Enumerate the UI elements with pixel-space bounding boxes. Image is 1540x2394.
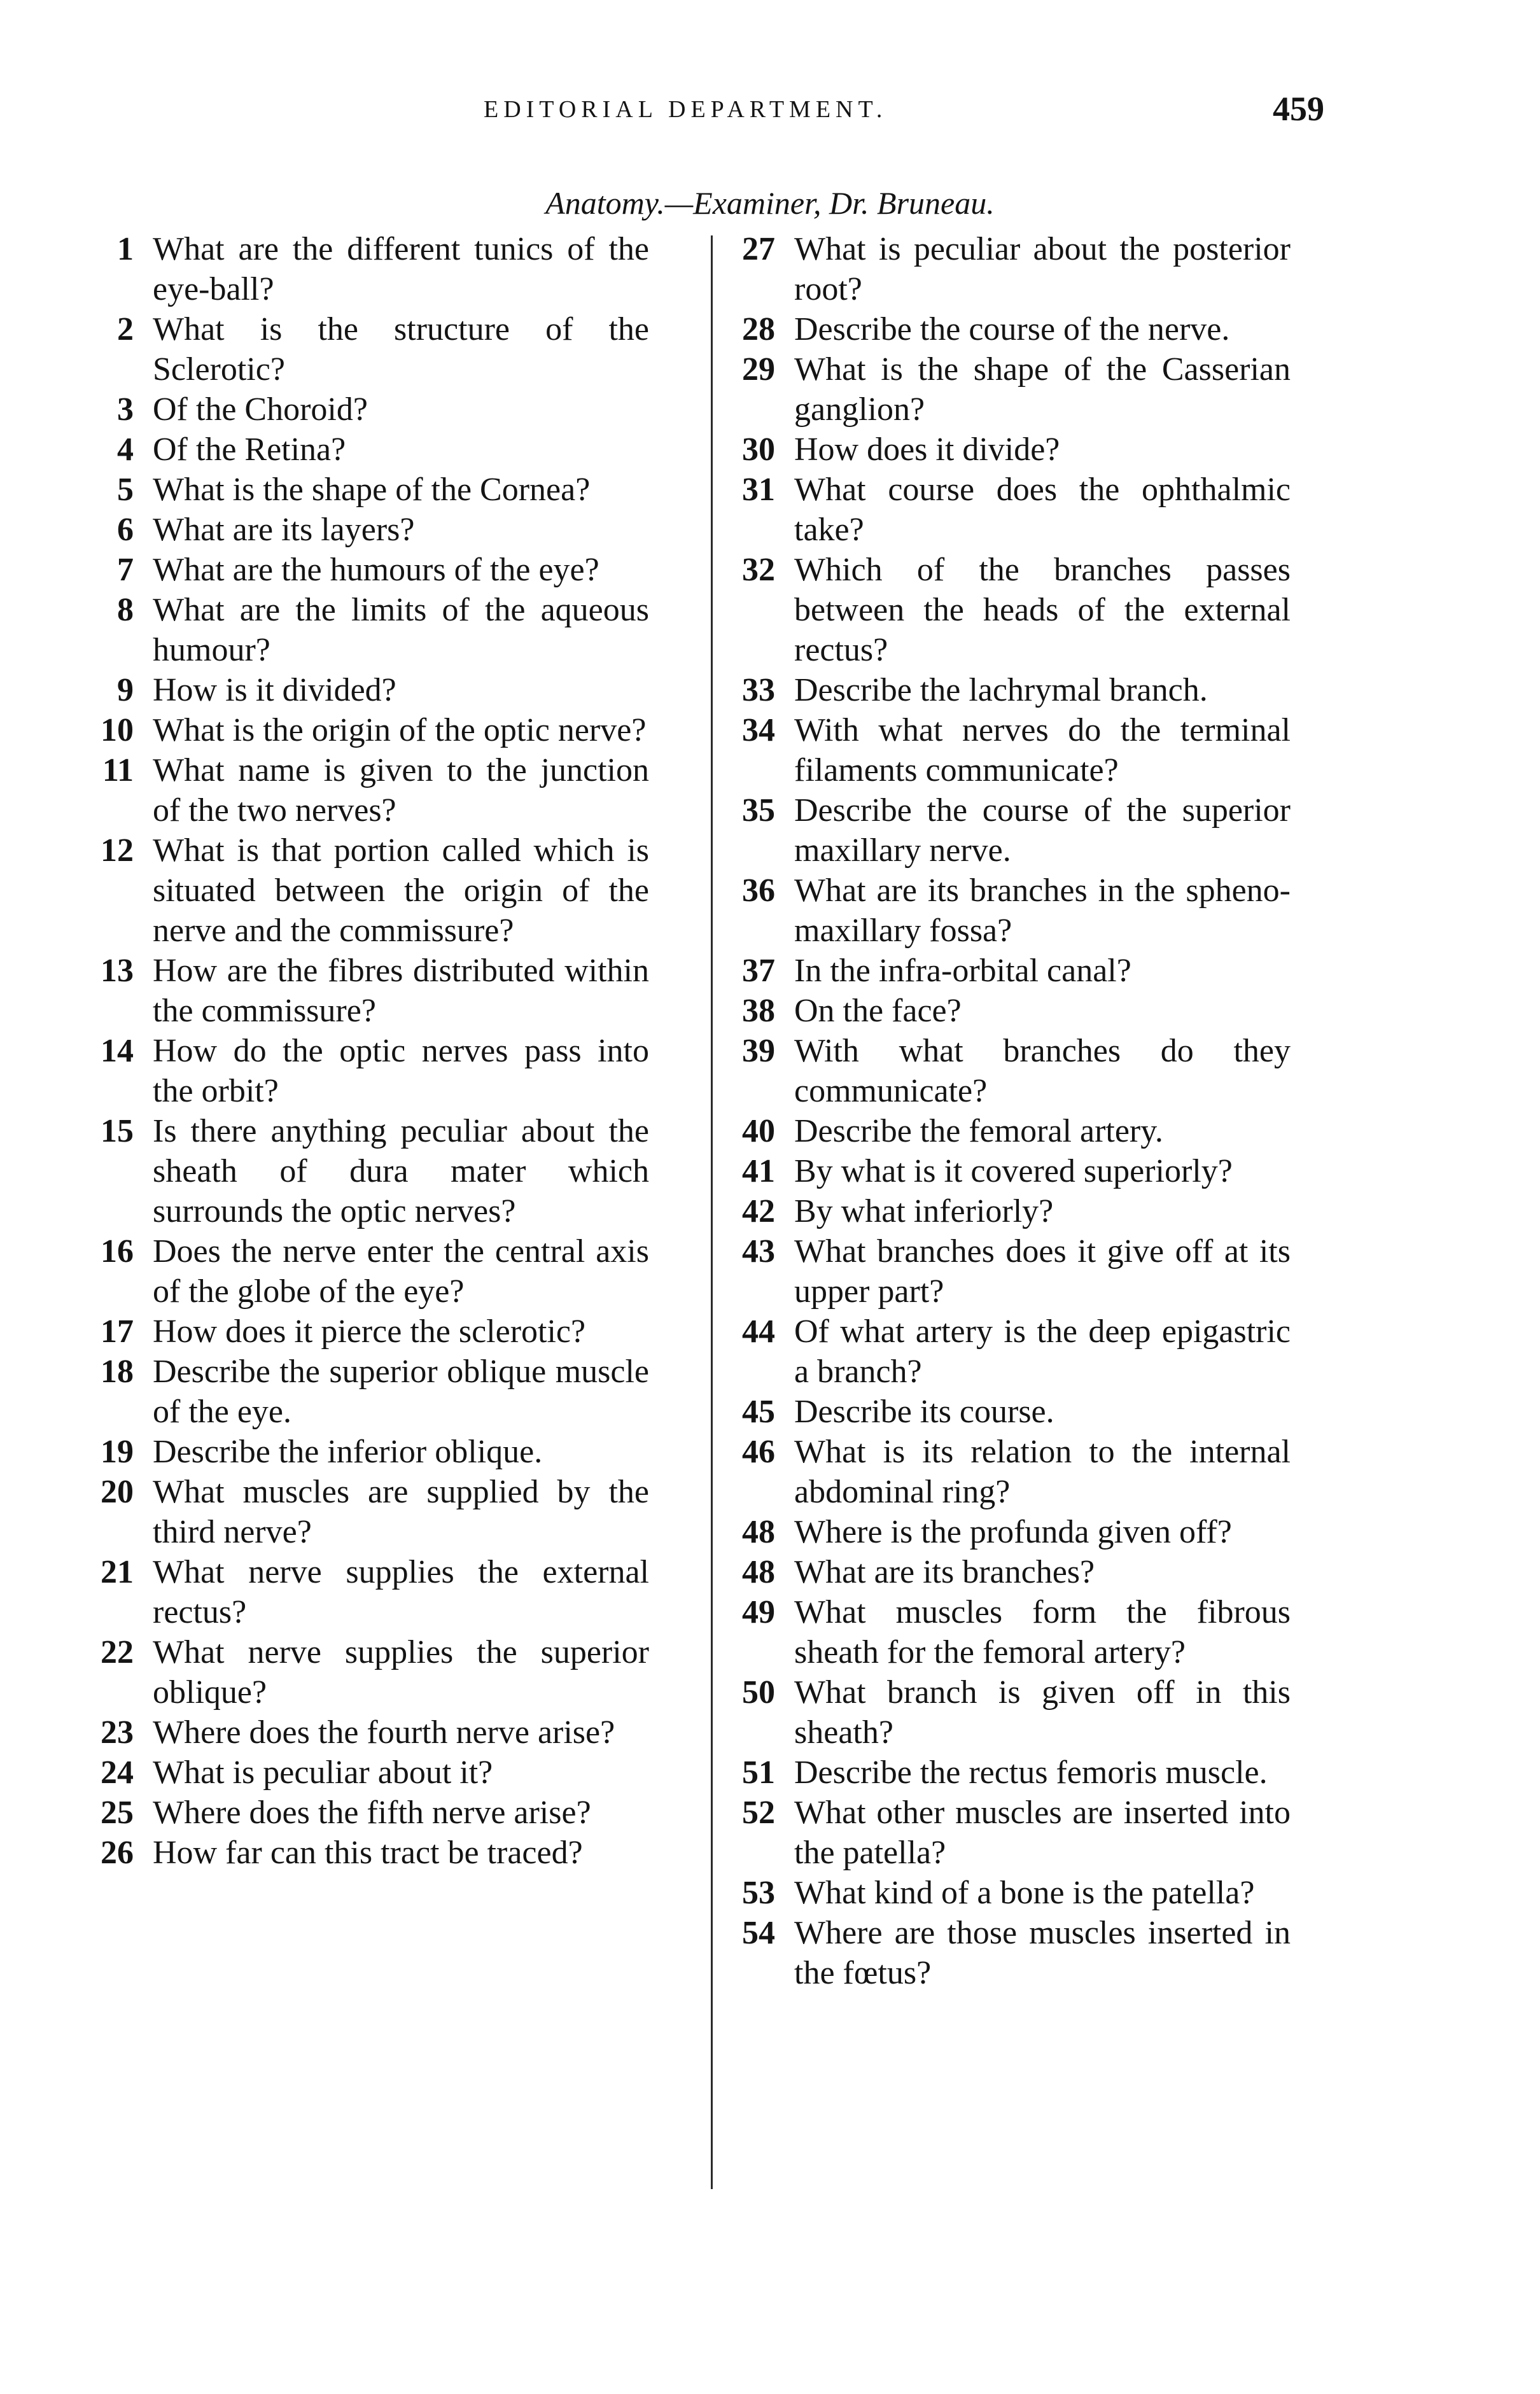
question-text: Is there anything peculiar about the sheath of dura mater which surrounds the optic nerves?	[153, 1113, 649, 1229]
question-text: With what branches do they communicate?	[794, 1033, 1291, 1109]
question-text: By what is it covered superiorly?	[794, 1153, 1233, 1189]
right-column	[731, 229, 1291, 1993]
question-item	[731, 1552, 1291, 1592]
question-text: Describe its course.	[794, 1394, 1054, 1430]
question-item	[731, 1672, 1291, 1753]
question-number: 33	[742, 672, 775, 708]
question-text: How does it pierce the sclerotic?	[153, 1313, 586, 1350]
question-number: 20	[101, 1474, 134, 1510]
question-text: What kind of a bone is the patella?	[794, 1875, 1255, 1911]
question-item	[731, 710, 1291, 790]
question-text: Does the nerve enter the central axis of the globe of the eye?	[153, 1233, 649, 1310]
question-number: 48	[742, 1514, 775, 1550]
question-number: 41	[742, 1153, 775, 1189]
question-text: How does it divide?	[794, 431, 1060, 468]
question-number: 42	[742, 1193, 775, 1229]
question-item	[731, 951, 1291, 991]
question-number: 23	[101, 1714, 134, 1751]
question-text: What is the shape of the Cornea?	[153, 472, 591, 508]
question-number: 27	[742, 231, 775, 267]
question-text: Describe the lachrymal branch.	[794, 672, 1208, 708]
question-text: Of the Retina?	[153, 431, 346, 468]
question-item	[89, 470, 649, 510]
question-text: What are its branches?	[794, 1554, 1095, 1590]
question-text: Describe the superior oblique muscle of the eye.	[153, 1354, 649, 1430]
question-number: 25	[101, 1795, 134, 1831]
question-text: In the infra-orbital canal?	[794, 953, 1131, 989]
question-text: Where does the fourth nerve arise?	[153, 1714, 615, 1751]
question-number: 35	[742, 792, 775, 829]
question-text: What are its branches in the spheno-maxillary fossa?	[794, 872, 1291, 949]
question-text: Of the Choroid?	[153, 391, 368, 428]
question-text: What is peculiar about the posterior root?	[794, 231, 1291, 307]
question-text: Describe the inferior oblique.	[153, 1434, 543, 1470]
running-head: EDITORIAL DEPARTMENT.	[484, 96, 888, 123]
question-item	[89, 309, 649, 389]
question-item	[731, 550, 1291, 670]
question-item	[731, 790, 1291, 871]
page-header	[0, 90, 1540, 146]
question-text: What is that portion called which is situated between the origin of the nerve and the commissure?	[153, 832, 649, 949]
question-item	[89, 1352, 649, 1432]
question-number: 46	[742, 1434, 775, 1470]
question-number: 21	[101, 1554, 134, 1590]
question-item	[89, 830, 649, 951]
question-text: With what nerves do the terminal filaments communicate?	[794, 712, 1291, 788]
question-text: What are its layers?	[153, 512, 415, 548]
question-number: 16	[101, 1233, 134, 1270]
question-number: 48	[742, 1554, 775, 1590]
question-text: What is the shape of the Casserian ganglion?	[794, 351, 1291, 428]
question-number: 39	[742, 1033, 775, 1069]
question-item	[89, 1833, 649, 1873]
question-number: 22	[101, 1634, 134, 1670]
question-number: 7	[117, 552, 134, 588]
section-title: Anatomy.—Examiner, Dr. Bruneau.	[545, 185, 995, 221]
question-item	[89, 510, 649, 550]
question-number: 36	[742, 872, 775, 909]
question-item	[89, 710, 649, 750]
question-number: 28	[742, 311, 775, 347]
question-number: 51	[742, 1754, 775, 1791]
question-text: What name is given to the junction of the two nerves?	[153, 752, 649, 829]
question-item	[731, 1873, 1291, 1913]
question-number: 24	[101, 1754, 134, 1791]
question-item	[89, 430, 649, 470]
question-item	[89, 1753, 649, 1793]
question-text: What nerve supplies the external rectus?	[153, 1554, 649, 1630]
question-number: 17	[101, 1313, 134, 1350]
page-number: 459	[1273, 90, 1324, 128]
question-item	[731, 1913, 1291, 1993]
question-text: What muscles form the fibrous sheath for the femoral artery?	[794, 1594, 1291, 1670]
question-number: 34	[742, 712, 775, 748]
question-item	[731, 1191, 1291, 1231]
question-text: How is it divided?	[153, 672, 396, 708]
question-item	[89, 1472, 649, 1552]
question-number: 10	[101, 712, 134, 748]
question-item	[89, 229, 649, 309]
question-item	[89, 1231, 649, 1312]
question-number: 29	[742, 351, 775, 388]
question-number: 1	[117, 231, 134, 267]
question-item	[731, 1592, 1291, 1672]
question-text: Describe the rectus femoris muscle.	[794, 1754, 1268, 1791]
question-item	[89, 951, 649, 1031]
question-item	[89, 1552, 649, 1632]
question-item	[89, 1632, 649, 1712]
question-item	[89, 1712, 649, 1753]
question-number: 2	[117, 311, 134, 347]
question-text: What branches does it give off at its upper part?	[794, 1233, 1291, 1310]
question-text: How far can this tract be traced?	[153, 1835, 583, 1871]
left-column	[89, 229, 649, 1873]
question-number: 40	[742, 1113, 775, 1149]
question-number: 8	[117, 592, 134, 628]
question-text: What is its relation to the internal abdominal ring?	[794, 1434, 1291, 1510]
question-item	[731, 430, 1291, 470]
question-item	[731, 1753, 1291, 1793]
question-number: 32	[742, 552, 775, 588]
question-item	[731, 1031, 1291, 1111]
question-item	[89, 670, 649, 710]
question-number: 52	[742, 1795, 775, 1831]
question-text: What muscles are supplied by the third nerve?	[153, 1474, 649, 1550]
question-item	[731, 1111, 1291, 1151]
question-number: 11	[102, 752, 134, 788]
question-item	[89, 1793, 649, 1833]
question-item	[731, 1432, 1291, 1512]
question-text: What are the limits of the aqueous humour?	[153, 592, 649, 668]
question-item	[731, 229, 1291, 309]
question-number: 45	[742, 1394, 775, 1430]
question-item	[731, 309, 1291, 349]
question-item	[731, 670, 1291, 710]
question-number: 9	[117, 672, 134, 708]
question-number: 6	[117, 512, 134, 548]
question-text: On the face?	[794, 993, 962, 1029]
question-number: 13	[101, 953, 134, 989]
question-text: What branch is given off in this sheath?	[794, 1674, 1291, 1751]
question-number: 37	[742, 953, 775, 989]
question-number: 49	[742, 1594, 775, 1630]
question-text: How are the fibres distributed within the commissure?	[153, 953, 649, 1029]
question-item	[731, 1392, 1291, 1432]
question-number: 30	[742, 431, 775, 468]
question-text: How do the optic nerves pass into the orbit?	[153, 1033, 649, 1109]
question-number: 38	[742, 993, 775, 1029]
question-number: 18	[101, 1354, 134, 1390]
question-item	[731, 1793, 1291, 1873]
question-item	[731, 1231, 1291, 1312]
question-number: 50	[742, 1674, 775, 1711]
question-text: Describe the femoral artery.	[794, 1113, 1163, 1149]
question-item	[89, 1312, 649, 1352]
question-number: 14	[101, 1033, 134, 1069]
question-number: 15	[101, 1113, 134, 1149]
column-divider	[711, 235, 713, 2189]
question-item	[731, 991, 1291, 1031]
question-text: What is peculiar about it?	[153, 1754, 493, 1791]
question-item	[89, 1432, 649, 1472]
question-text: What are the different tunics of the eye-ball?	[153, 231, 649, 307]
question-number: 43	[742, 1233, 775, 1270]
question-text: Describe the course of the nerve.	[794, 311, 1230, 347]
question-text: Which of the branches passes between the heads of the external rectus?	[794, 552, 1291, 668]
question-text: Where is the profunda given off?	[794, 1514, 1232, 1550]
question-number: 19	[101, 1434, 134, 1470]
question-number: 31	[742, 472, 775, 508]
question-item	[89, 389, 649, 430]
question-number: 54	[742, 1915, 775, 1951]
question-number: 53	[742, 1875, 775, 1911]
question-number: 26	[101, 1835, 134, 1871]
question-item	[89, 1031, 649, 1111]
question-item	[89, 750, 649, 830]
question-item	[89, 590, 649, 670]
question-number: 5	[117, 472, 134, 508]
question-number: 44	[742, 1313, 775, 1350]
question-number: 4	[117, 431, 134, 468]
question-text: By what inferiorly?	[794, 1193, 1054, 1229]
question-item	[731, 1312, 1291, 1392]
question-item	[731, 470, 1291, 550]
question-text: Describe the course of the superior maxillary nerve.	[794, 792, 1291, 869]
question-text: What are the humours of the eye?	[153, 552, 599, 588]
question-item	[89, 1111, 649, 1231]
question-item	[731, 1151, 1291, 1191]
question-text: Where does the fifth nerve arise?	[153, 1795, 591, 1831]
question-text: Of what artery is the deep epigastric a branch?	[794, 1313, 1291, 1390]
question-text: What nerve supplies the superior oblique?	[153, 1634, 649, 1711]
question-item	[731, 871, 1291, 951]
question-text: Where are those muscles inserted in the fœtus?	[794, 1915, 1291, 1991]
question-text: What is the structure of the Sclerotic?	[153, 311, 649, 388]
question-text: What other muscles are inserted into the patella?	[794, 1795, 1291, 1871]
question-number: 12	[101, 832, 134, 869]
question-item	[731, 1512, 1291, 1552]
question-item	[89, 550, 649, 590]
question-number: 3	[117, 391, 134, 428]
question-text: What is the origin of the optic nerve?	[153, 712, 647, 748]
question-text: What course does the ophthalmic take?	[794, 472, 1291, 548]
question-item	[731, 349, 1291, 430]
